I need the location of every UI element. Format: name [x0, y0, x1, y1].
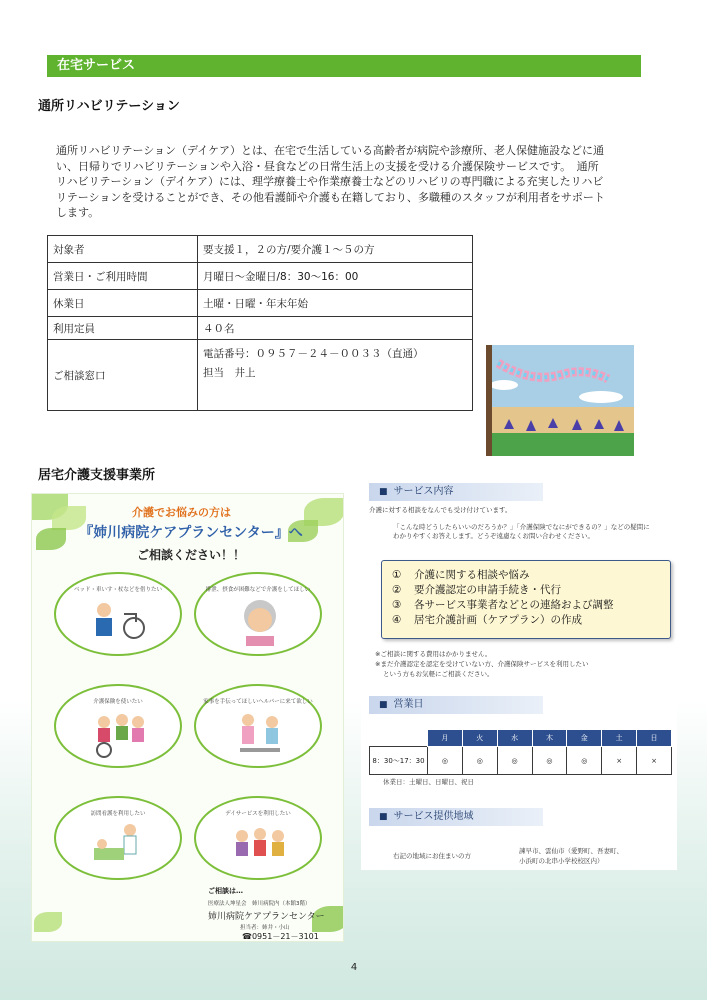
- day-mark: ◎: [462, 747, 497, 775]
- service-intro: 介護に対する相談をなんでも受け付けています。: [369, 506, 512, 514]
- closed-days: 休業日：土曜日、日曜日、祝日: [383, 778, 474, 786]
- day-header: 土: [602, 730, 637, 747]
- square-bullet-icon: ■: [379, 487, 388, 497]
- service-list-box: [381, 560, 671, 639]
- service-note: ※まだ介護認定を認定を受けていない方、介護保険サービスを利用したい: [375, 660, 589, 668]
- rehab-heading: 通所リハビリテーション: [38, 99, 180, 114]
- service-num: ④: [392, 614, 402, 626]
- table-value: 電話番号：０９５７－２４－００３３（直通）: [203, 348, 424, 360]
- flyer-oval-dayservice: [194, 796, 322, 880]
- day-header: 月: [428, 730, 463, 747]
- care-heading: 居宅介護支援事業所: [38, 468, 156, 483]
- flyer-contact-tel: ☎0951－21－3101: [242, 932, 319, 941]
- service-info-card: [361, 481, 677, 870]
- service-quote-line: 「こんな時どうしたらいいのだろうか？」「介護保険でなにができるの？」などの疑問に: [393, 523, 650, 531]
- table-value-cell: [198, 340, 473, 411]
- table-key: 休業日: [48, 290, 198, 317]
- day-header: 火: [462, 730, 497, 747]
- day-mark: ◎: [532, 747, 567, 775]
- oval-label: 排泄、摂食が困難などで介護をしてほしい: [205, 587, 311, 593]
- service-item: [392, 583, 670, 598]
- table-row: [48, 317, 473, 340]
- oval-label: 訪問看護を利用したい: [90, 811, 146, 817]
- flyer-contact-person: 担当者：姉井・小山: [240, 925, 290, 931]
- service-item: [392, 598, 670, 613]
- day-mark: ×: [602, 747, 637, 775]
- hours-cell: 8：30～17：30: [370, 747, 428, 775]
- rehab-photo: [486, 345, 634, 456]
- square-bullet-icon: ■: [379, 812, 388, 822]
- flyer-title: 『姉川病院ケアプランセンター』へ: [79, 525, 303, 541]
- table-value: 月曜日～金曜日/8：30～16：00: [198, 263, 473, 290]
- flyer-contact-org: 医療法人坤星会 姉川病院内（本館3階）: [208, 901, 311, 907]
- service-area-bar: [369, 808, 543, 826]
- day-header: 金: [567, 730, 602, 747]
- helper-icon: [230, 708, 290, 758]
- page-number: 4: [350, 962, 358, 973]
- oval-label: 家事を手伝ってほしいヘルパーに来て欲しい: [203, 699, 313, 705]
- rehab-info-table: [47, 235, 473, 411]
- area-left: 右記の地域にお住まいの方: [393, 852, 471, 860]
- day-header: 水: [497, 730, 532, 747]
- care-plan-flyer: [31, 493, 344, 942]
- leaf-decoration: [34, 912, 62, 932]
- table-value: 担当 井上: [203, 367, 256, 379]
- service-num: ③: [392, 599, 402, 611]
- day-mark: ◎: [428, 747, 463, 775]
- bar-label: サービス内容: [393, 486, 454, 497]
- area-right-line: 諫早市、雲仙市（愛野町、吾妻町、: [519, 847, 623, 855]
- table-key: 利用定員: [48, 317, 198, 340]
- service-text: 居宅介護計画（ケアプラン）の作成: [414, 614, 582, 626]
- area-right-line: 小浜町の北串小学校校区内）: [519, 857, 604, 865]
- bar-label: サービス提供地域: [393, 811, 474, 822]
- intro-line: します。: [56, 206, 100, 219]
- table-key: ご相談窓口: [48, 340, 198, 411]
- intro-line: い、日帰りでリハビリテーションや入浴・昼食などの日常生活上の支援を受ける介護保険サービスです。 通所: [56, 159, 599, 173]
- oval-label: ベッド・車いす・杖などを借りたい: [73, 587, 162, 593]
- square-bullet-icon: ■: [379, 700, 388, 710]
- business-days-bar: [369, 696, 543, 714]
- table-row: [48, 263, 473, 290]
- flyer-contact-name: 姉川病院ケアプランセンター: [208, 912, 325, 922]
- day-mark: ×: [637, 747, 672, 775]
- day-mark: ◎: [567, 747, 602, 775]
- day-header: 木: [532, 730, 567, 747]
- days-corner: [370, 730, 428, 747]
- leaf-decoration: [36, 528, 66, 550]
- service-note: ※ご相談に関する費用はかかりません。: [375, 650, 492, 658]
- days-header-row: [370, 730, 672, 747]
- day-service-icon: [230, 820, 290, 870]
- table-row: [48, 290, 473, 317]
- intro-line: 通所リハビリテーション（デイケア）とは、在宅で生活している高齢者が病院や診療所、老人保健施設などに通: [56, 144, 605, 157]
- flyer-subtitle: ご相談ください！！: [136, 548, 245, 562]
- home-nursing-icon: [90, 820, 150, 870]
- service-content-bar: [369, 483, 543, 501]
- table-value: 土曜・日曜・年末年始: [198, 290, 473, 317]
- days-hours-row: [370, 747, 672, 775]
- service-text: 要介護認定の申請手続き・代行: [414, 584, 561, 596]
- business-days-table: [369, 729, 672, 775]
- service-text: 介護に関する相談や悩み: [414, 569, 530, 581]
- rehab-intro: [56, 143, 652, 221]
- caregiver-group-icon: [90, 708, 150, 758]
- flyer-oval-rental: [54, 572, 182, 656]
- elderly-face-icon: [230, 596, 290, 646]
- table-key: 対象者: [48, 236, 198, 263]
- table-row: [48, 340, 473, 411]
- service-quote-line: わかりやすくお答えします。どうぞ遠慮なくお問い合わせください。: [393, 532, 594, 540]
- flyer-oval-nursing: [54, 796, 182, 880]
- table-value: 要支援１，２の方/要介護１～５の方: [198, 236, 473, 263]
- service-item: [392, 568, 670, 583]
- day-header: 日: [637, 730, 672, 747]
- flyer-contact-heading: ご相談は…: [208, 887, 243, 895]
- intro-line: リハビリテーション（デイケア）には、理学療養士や作業療養士などのリハビリの専門職による充実したリハビ: [56, 175, 604, 188]
- oval-label: 介護保険を使いたい: [93, 699, 143, 705]
- flyer-oval-helper: [194, 684, 322, 768]
- section-title-bar: 在宅サービス: [47, 55, 641, 77]
- day-mark: ◎: [497, 747, 532, 775]
- flyer-lead: 介護でお悩みの方は: [132, 506, 231, 519]
- table-row: [48, 236, 473, 263]
- service-num: ①: [392, 569, 402, 581]
- bar-label: 営業日: [393, 699, 424, 710]
- service-num: ②: [392, 584, 402, 596]
- intro-line: リテーションを受けることができ、その他看護師や介護も在籍しており、多職種のスタッフが利用者をサポート: [56, 190, 605, 204]
- table-key: 営業日・ご利用時間: [48, 263, 198, 290]
- oval-label: デイサービスを利用したい: [225, 811, 291, 817]
- service-note: という方もお気軽にご相談ください。: [383, 670, 494, 678]
- flyer-oval-insurance: [54, 684, 182, 768]
- service-item: [392, 613, 670, 628]
- table-value: ４０名: [198, 317, 473, 340]
- wheelchair-icon: [90, 596, 150, 646]
- service-text: 各サービス事業者などとの連絡および調整: [414, 599, 614, 611]
- flyer-oval-care: [194, 572, 322, 656]
